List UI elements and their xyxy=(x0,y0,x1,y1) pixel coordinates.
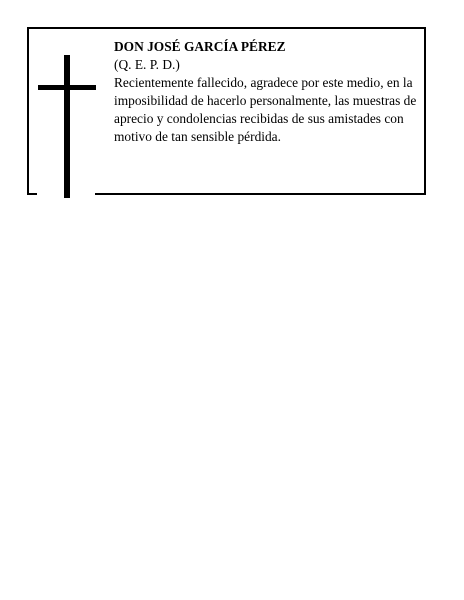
deceased-name: DON JOSÉ GARCÍA PÉREZ xyxy=(114,39,286,54)
notice-text-block xyxy=(114,38,424,146)
acknowledgement-message: Recientemente fallecido, agradece por este medio, en la imposibilidad de hacerlo personalmente, las muestras de aprecio y condolencias recibidas de sus amistades con motivo de tan sensible pérdida. xyxy=(114,75,417,144)
cross-horizontal-bar xyxy=(38,85,96,90)
cross-vertical-bar xyxy=(64,55,70,198)
rip-line: (Q. E. P. D.) xyxy=(114,57,180,72)
